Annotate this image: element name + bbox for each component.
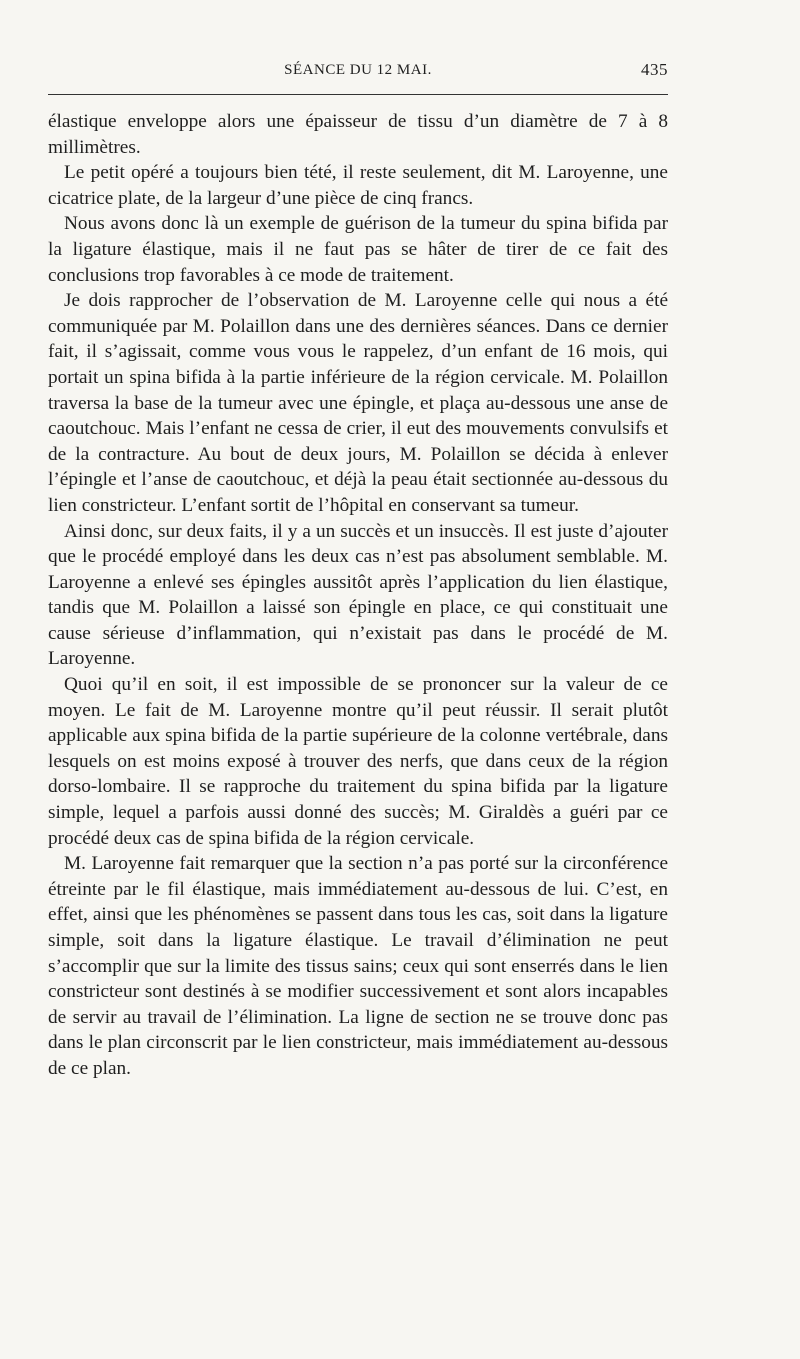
running-header	[48, 60, 668, 86]
paragraph: Nous avons donc là un exemple de guérison de la tumeur du spina bifida par la ligature élastique, mais il ne faut pas se hâter de tirer de ce fait des conclusions trop favorables à ce mode de traitement.	[48, 213, 668, 286]
paragraph-continuation: élastique enveloppe alors une épaisseur de tissu d’un diamètre de 7 à 8 millimètres.	[48, 111, 668, 158]
page-number: 435	[641, 60, 668, 79]
running-title: SÉANCE DU 12 MAI.	[284, 62, 432, 78]
paragraph: M. Laroyenne fait remarquer que la section n’a pas porté sur la circonférence étreinte par le fil élastique, mais immédiatement au-dessous de lui. C’est, en effet, ainsi que les phénomènes se passent dans tous les cas, soit dans la ligature simple, soit dans la ligature élastique. Le travail d’élimination ne peut s’accomplir que sur la limite des tissus sains; ceux qui sont enserrés dans le lien constricteur sont destinés à se modifier successivement et sont alors incapables de servir au travail de l’élimination. La ligne de section ne se trouve donc pas dans le plan circonscrit par le lien constricteur, mais immédiatement au-dessous de ce plan.	[48, 853, 668, 1079]
paragraph: Quoi qu’il en soit, il est impossible de se prononcer sur la valeur de ce moyen. Le fait de M. Laroyenne montre qu’il peut réussir. Il serait plutôt applicable aux spina bifida de la partie supérieure de la colonne vertébrale, dans lesquels on est moins exposé à trouver des nerfs, que dans ceux de la région dorso-lombaire. Il se rapproche du traitement du spina bifida par la ligature simple, lequel a parfois aussi donné des succès; M. Giraldès a guéri par ce procédé deux cas de spina bifida de la région cervicale.	[48, 674, 668, 849]
body-text	[48, 109, 668, 1082]
paragraph: Le petit opéré a toujours bien tété, il reste seulement, dit M. Laroyenne, une cicatrice plate, de la largeur d’une pièce de cinq francs.	[48, 162, 668, 209]
paragraph: Je dois rapprocher de l’observation de M. Laroyenne celle qui nous a été communiquée par M. Polaillon dans une des dernières séances. Dans ce dernier fait, il s’agissait, comme vous vous le rappelez, d’un enfant de 16 mois, qui portait un spina bifida à la partie inférieure de la région cervicale. M. Polaillon traversa la base de la tumeur avec une épingle, et plaça au-dessous une anse de caoutchouc. Mais l’enfant ne cessa de crier, il eut des mouvements convulsifs et de la contracture. Au bout de deux jours, M. Polaillon se décida à enlever l’épingle et l’anse de caoutchouc, et déjà la peau était sectionnée au-dessous du lien constricteur. L’enfant sortit de l’hôpital en conservant sa tumeur.	[48, 290, 668, 516]
paragraph: Ainsi donc, sur deux faits, il y a un succès et un insuccès. Il est juste d’ajouter que le procédé employé dans les deux cas n’est pas absolument semblable. M. Laroyenne a enlevé ses épingles aussitôt après l’application du lien élastique, tandis que M. Polaillon a laissé son épingle en place, ce qui constituait une cause sérieuse d’inflammation, qui n’existait pas dans le procédé de M. Laroyenne.	[48, 520, 668, 670]
header-rule	[48, 94, 668, 95]
book-page	[48, 60, 668, 1082]
